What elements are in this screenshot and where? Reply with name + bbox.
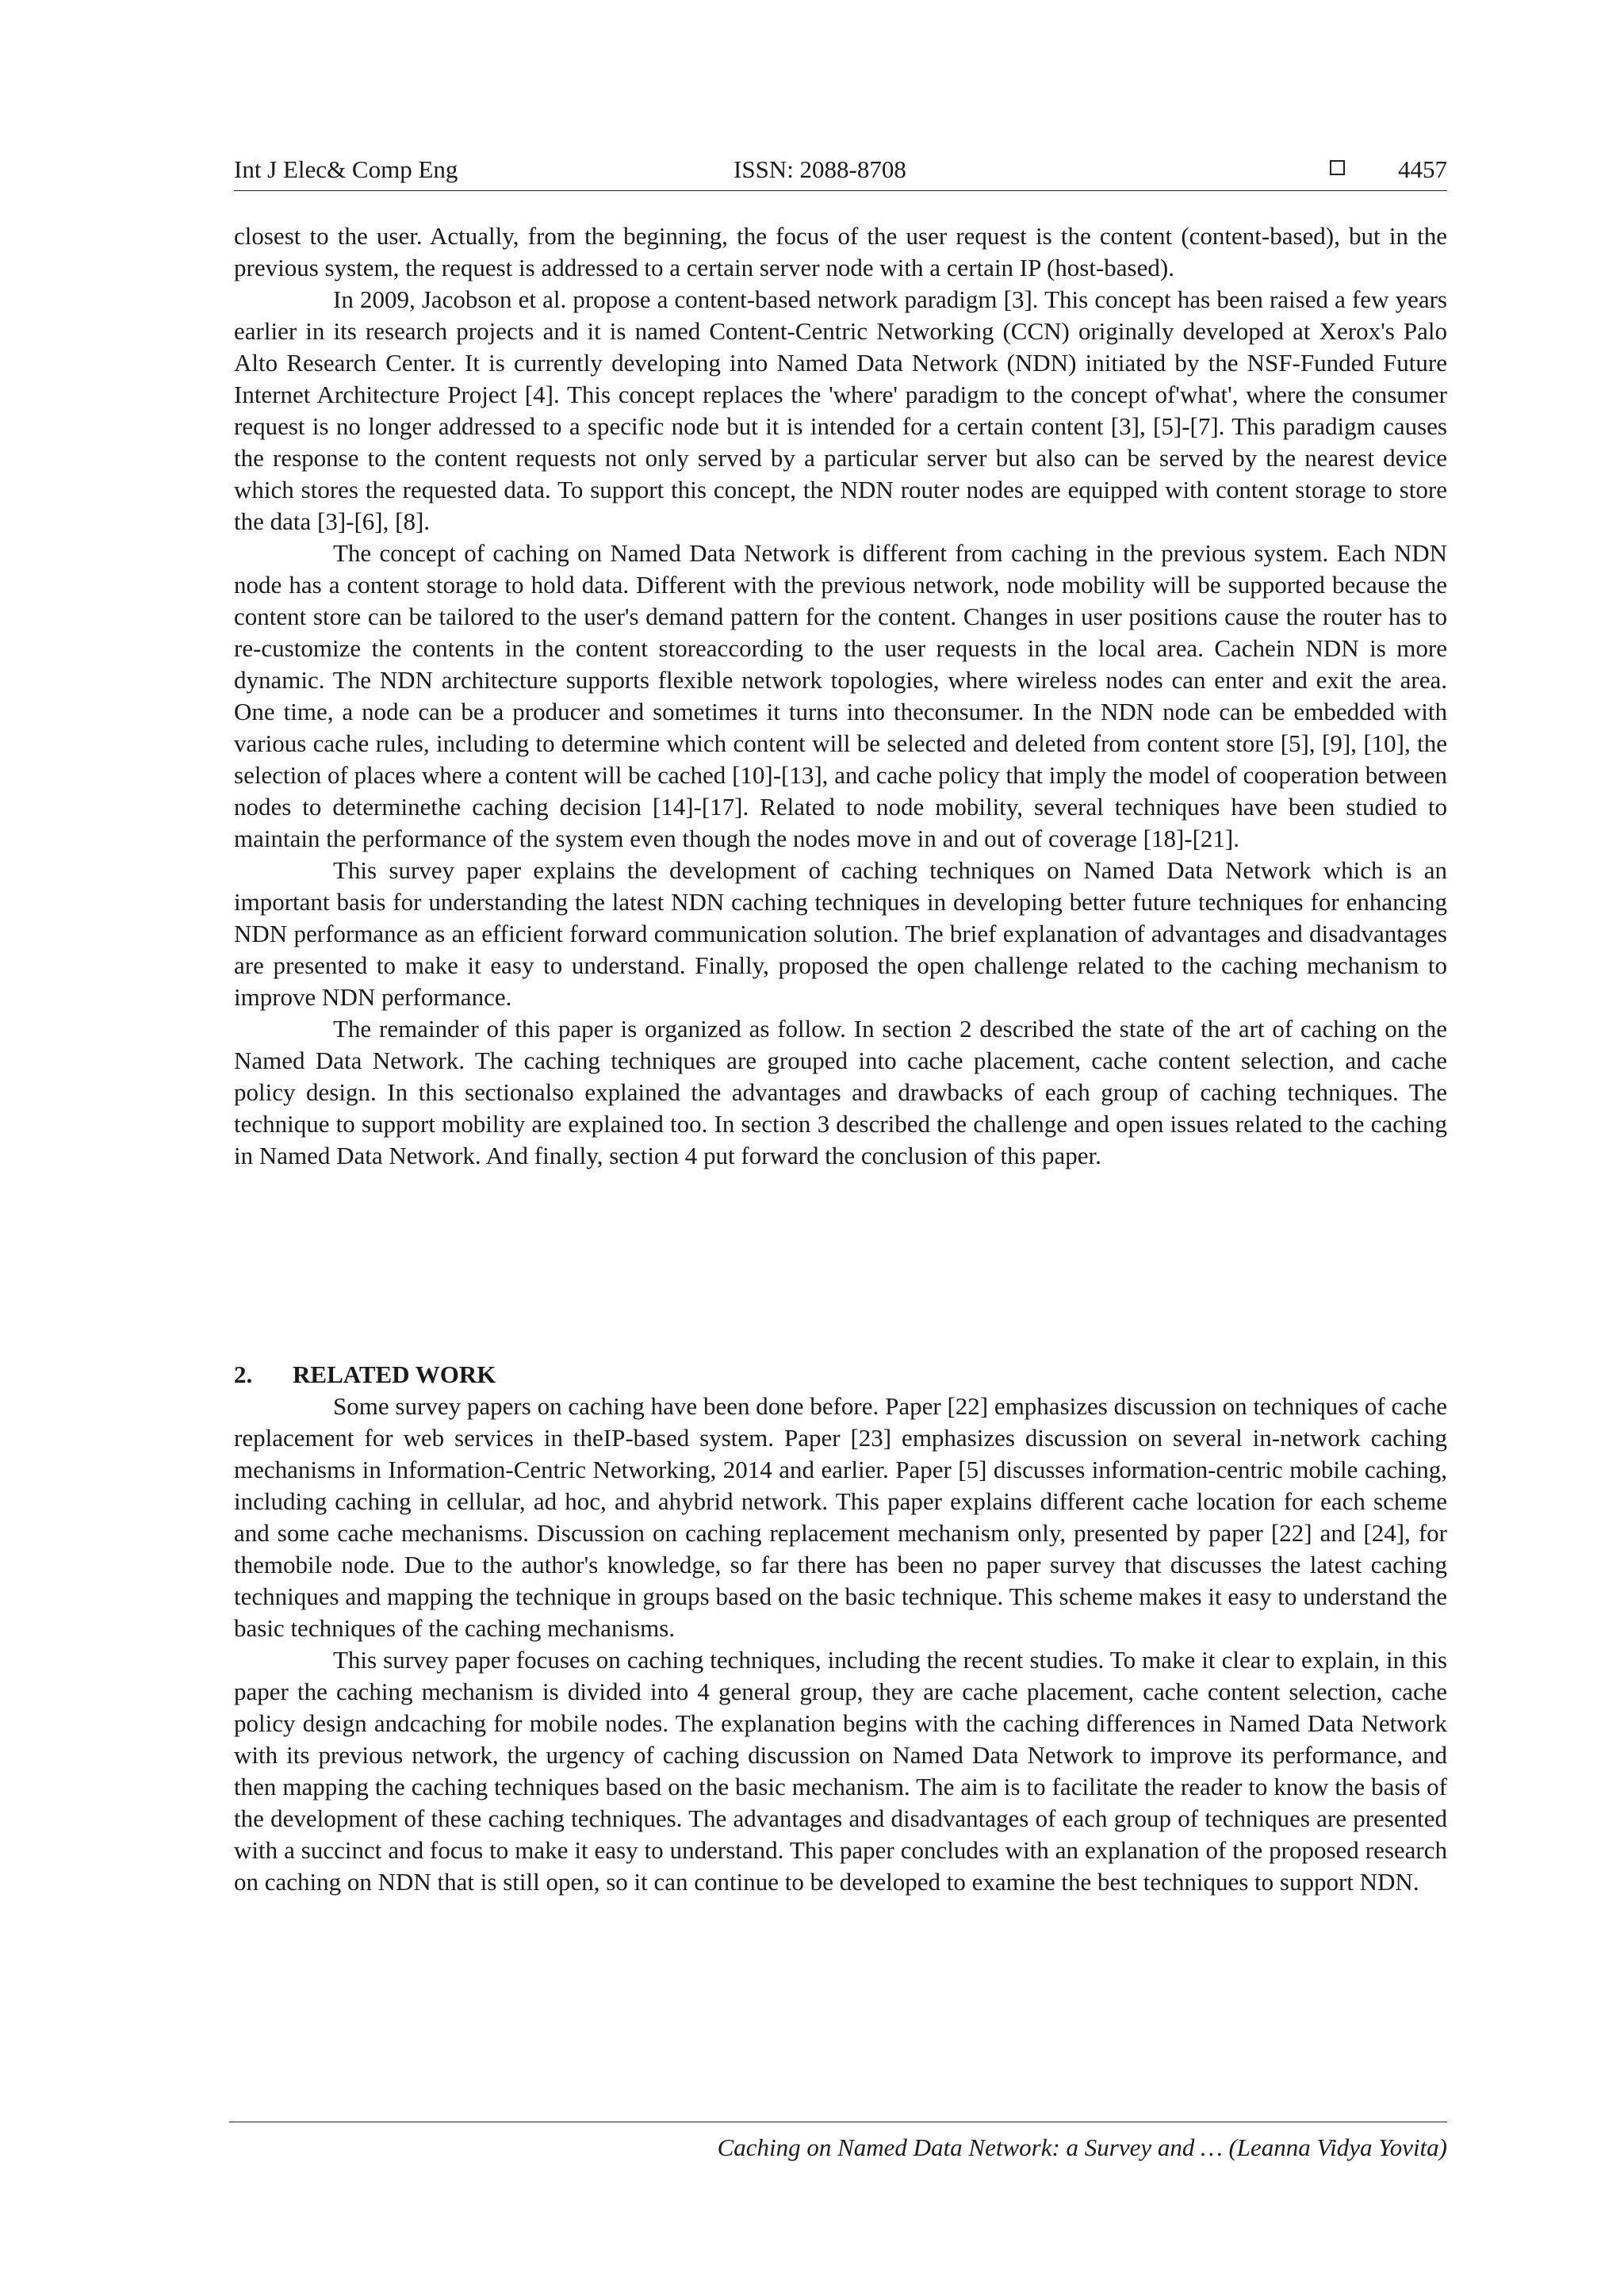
running-header bbox=[234, 155, 1447, 191]
paragraph: In 2009, Jacobson et al. propose a content-based network paradigm [3]. This concept has been raised a few years earlier in its research projects and it is named Content-Centric Networking (CCN) originally developed at Xerox's Palo Alto Research Center. It is currently developing into Named Data Network (NDN) initiated by the NSF-Funded Future Internet Architecture Project [4]. This concept replaces the 'where' paradigm to the concept of'what', where the consumer request is no longer addressed to a specific node but it is intended for a certain content [3], [5]-[7]. This paradigm causes the response to the content requests not only served by a particular server but also can be served by the nearest device which stores the requested data. To support this concept, the NDN router nodes are equipped with content storage to store the data [3]-[6], [8]. bbox=[234, 285, 1447, 535]
intro-body bbox=[234, 220, 1447, 1172]
paragraph: closest to the user. Actually, from the beginning, the focus of the user request is the content (content-based), but in the previous system, the request is addressed to a certain server node with a certain IP (host-based). bbox=[234, 222, 1447, 281]
section-title: RELATED WORK bbox=[293, 1360, 496, 1388]
paragraph: The remainder of this paper is organized as follow. In section 2 described the state of the art of caching on the Named Data Network. The caching techniques are grouped into cache placement, cache content selection, and cache policy design. In this sectionalso explained the advantages and drawbacks of each group of caching techniques. The technique to support mobility are explained too. In section 3 described the challenge and open issues related to the caching in Named Data Network. And finally, section 4 put forward the conclusion of this paper. bbox=[234, 1015, 1447, 1169]
paper-page bbox=[234, 0, 1447, 2296]
paragraph: This survey paper explains the development of caching techniques on Named Data Network which is an important basis for understanding the latest NDN caching techniques in developing better future techniques for enhancing NDN performance as an efficient forward communication solution. The brief explanation of advantages and disadvantages are presented to make it easy to understand. Finally, proposed the open challenge related to the caching mechanism to improve NDN performance. bbox=[234, 856, 1447, 1011]
running-title: Caching on Named Data Network: a Survey and … (Leanna Vidya Yovita) bbox=[717, 2133, 1447, 2161]
paragraph: The concept of caching on Named Data Network is different from caching in the previous system. Each NDN node has a content storage to hold data. Different with the previous network, node mobility will be supported because the content store can be tailored to the user's demand pattern for the content. Changes in user positions cause the router has to re-customize the contents in the content storeaccording to the user requests in the local area. Cachein NDN is more dynamic. The NDN architecture supports flexible network topologies, where wireless nodes can enter and exit the area. One time, a node can be a producer and sometimes it turns into theconsumer. In the NDN node can be embedded with various cache rules, including to determine which content will be selected and deleted from content store [5], [9], [10], the selection of places where a content will be cached [10]-[13], and cache policy that imply the model of cooperation between nodes to determinethe caching decision [14]-[17]. Related to node mobility, several techniques have been studied to maintain the performance of the system even though the nodes move in and out of coverage [18]-[21]. bbox=[234, 539, 1447, 852]
paragraph: This survey paper focuses on caching techniques, including the recent studies. To make it clear to explain, in this paper the caching mechanism is divided into 4 general group, they are cache placement, cache content selection, cache policy design andcaching for mobile nodes. The explanation begins with the caching differences in Named Data Network with its previous network, the urgency of caching discussion on Named Data Network to improve its performance, and then mapping the caching techniques based on the basic mechanism. The aim is to facilitate the reader to know the basis of the development of these caching techniques. The advantages and disadvantages of each group of techniques are presented with a succinct and focus to make it easy to understand. This paper concludes with an explanation of the proposed research on caching on NDN that is still open, so it can continue to be developed to examine the best techniques to support NDN. bbox=[234, 1646, 1447, 1896]
section-heading bbox=[234, 1359, 496, 1391]
section-number: 2. bbox=[234, 1360, 253, 1388]
page-number: 4457 bbox=[1398, 155, 1447, 183]
issn-label: ISSN: 2088-8708 bbox=[733, 155, 906, 183]
journal-name: Int J Elec& Comp Eng bbox=[234, 155, 458, 183]
paragraph: Some survey papers on caching have been done before. Paper [22] emphasizes discussion on techniques of cache replacement for web services in theIP-based system. Paper [23] emphasizes discussion on several in-network caching mechanisms in Information-Centric Networking, 2014 and earlier. Paper [5] discusses information-centric mobile caching, including caching in cellular, ad hoc, and ahybrid network. This paper explains different cache location for each scheme and some cache mechanisms. Discussion on caching replacement mechanism only, presented by paper [22] and [24], for themobile node. Due to the author's knowledge, so far there has been no paper survey that discusses the latest caching techniques and mapping the technique in groups based on the basic technique. This scheme makes it easy to understand the basic techniques of the caching mechanisms. bbox=[234, 1392, 1447, 1642]
running-footer bbox=[229, 2122, 1447, 2162]
related-work-body bbox=[234, 1391, 1447, 1898]
checkbox-square-icon bbox=[1330, 160, 1345, 175]
